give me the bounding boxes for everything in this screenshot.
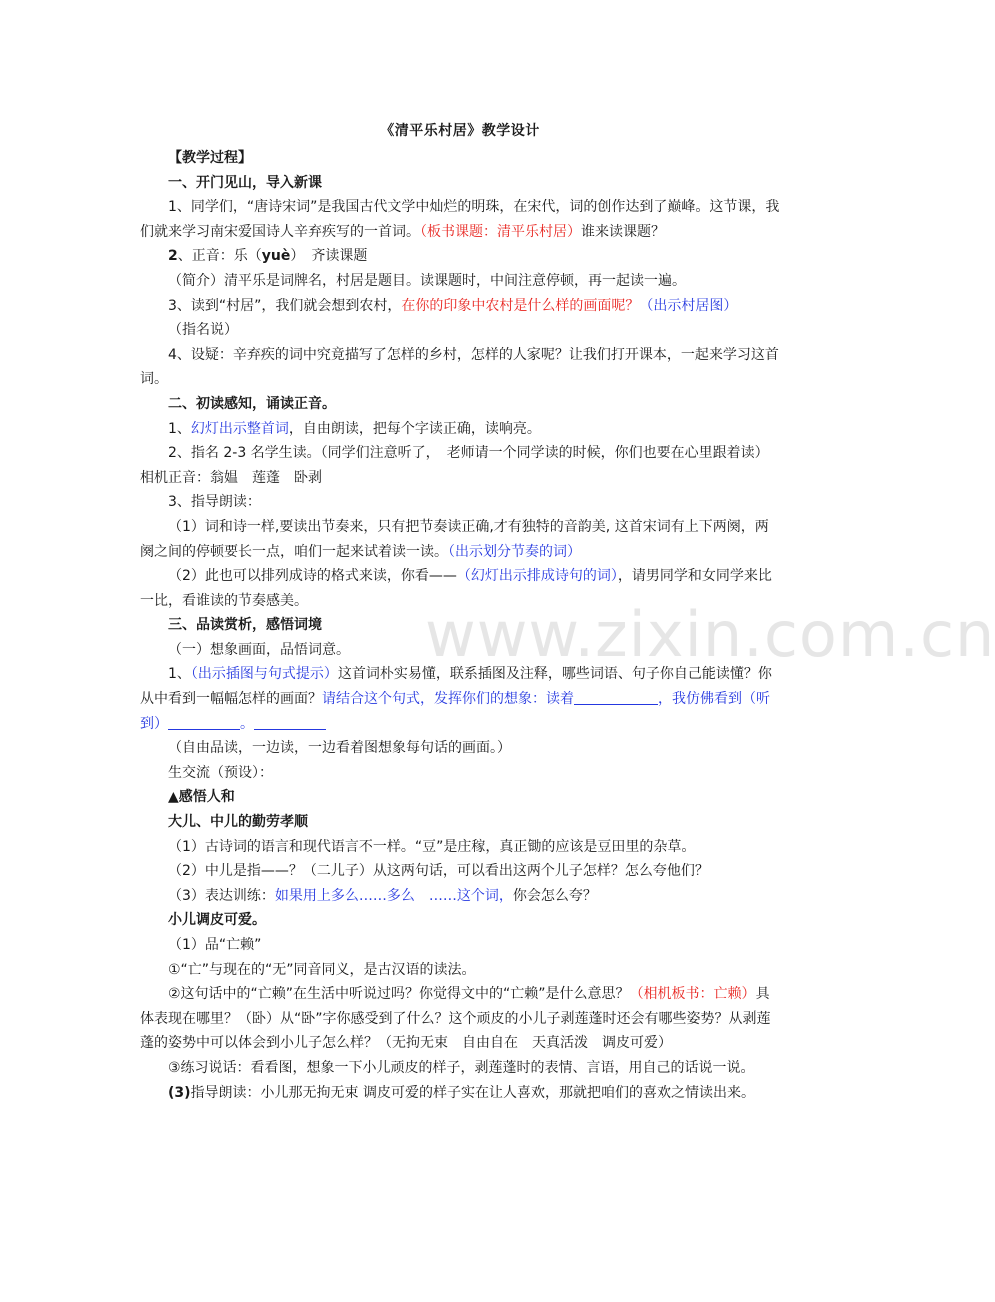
text: 你会怎么夸？	[512, 887, 597, 904]
heading-part-2: 二、初读感知，诵读正音。	[168, 395, 336, 412]
paragraph: （指名说）	[168, 322, 238, 339]
paragraph: （2）中儿是指——？（二儿子）从这两句话，可以看出这两个儿子怎样？怎么夸他们？	[168, 863, 709, 880]
paragraph	[140, 564, 780, 613]
paragraph: 2、指名 2-3 名学生读。（同学们注意听了， 老师请一个同学读的时候，你们也要在心里跟着读）相机正音：翁媪 莲蓬 卧剥	[140, 445, 769, 486]
sentence-prompt: ，我仿佛看到（听到）	[140, 691, 770, 732]
text: ②这句话中的“亡赖”在生活中听说过吗？你觉得文中的“亡赖”是什么意思？	[168, 986, 630, 1003]
paragraph: ③练习说话：看看图，想象一下小儿顽皮的样子，剥莲蓬时的表情、言语，用自己的话说一说。	[168, 1059, 755, 1076]
slide-note: （出示插图与句式提示）	[190, 666, 338, 683]
paragraph: （简介）清平乐是词牌名，村居是题目。读课题时，中间注意停顿，再一起读一遍。	[168, 272, 686, 289]
text: ） 齐读课题	[290, 248, 368, 265]
document-body	[140, 146, 780, 1105]
subheading: 小儿调皮可爱。	[168, 912, 266, 929]
text: 谁来读课题？	[581, 223, 665, 240]
sentence-prompt: 请结合这个句式，发挥你们的想象：读着	[322, 691, 574, 708]
text: 1、同学们，“唐诗宋词”是我国古代文学中灿烂的明珠，在宋代，词的创作达到了巅峰。这节课，我们就来学习南宋爱国诗人辛弃疾写的一首词。	[140, 199, 780, 240]
paragraph: （1）古诗词的语言和现代语言不一样。“豆”是庄稼，真正锄的应该是豆田里的杂草。	[168, 838, 696, 855]
paragraph: 3、指导朗读：	[168, 494, 261, 511]
text: 2	[168, 248, 178, 265]
subheading: ▲感悟人和	[168, 789, 235, 806]
text: 具体表现在哪里？（卧）从“卧”字你感受到了什么？这个顽皮的小儿子剥莲蓬时还会有哪些姿势？从剥莲蓬的姿势中可以体会到小儿子怎么样？（无拘无束 自由自在 天真活泼 调皮可爱）	[140, 986, 771, 1052]
heading-part-1: 一、开门见山，导入新课	[168, 174, 322, 191]
text: (3)	[168, 1084, 191, 1101]
paragraph: （自由品读，一边读，一边看着图想象每句话的画面。）	[168, 740, 511, 757]
board-note: （相机板书：亡赖）	[629, 986, 756, 1003]
paragraph: （1）品“亡赖”	[168, 937, 262, 953]
paragraph	[140, 195, 780, 244]
paragraph	[140, 244, 780, 269]
subheading: 大儿、中儿的勤劳孝顺	[168, 814, 308, 831]
paragraph: 生交流（预设）：	[168, 764, 273, 781]
heading-part-3: 三、品读赏析，感悟词境	[168, 617, 322, 634]
paragraph: （一）想象画面，品悟词意。	[168, 641, 350, 658]
paragraph	[140, 417, 780, 442]
paragraph	[140, 1081, 780, 1106]
slide-note: （出示划分节奏的词）	[448, 543, 581, 560]
watermark: www.zixin.com.cn	[425, 598, 995, 671]
text: ，自由朗读，把每个字读正确，读响亮。	[288, 420, 541, 437]
text: 这首词朴实易懂，联系插图及注释，哪些词语、句子你自己能读懂？你从中看到一幅幅怎样的画面？	[140, 666, 772, 708]
paragraph	[140, 294, 780, 319]
paragraph	[140, 515, 780, 564]
text: 1、	[168, 420, 191, 437]
text: 1、	[168, 666, 191, 683]
board-note: （板书课题：清平乐村居）	[420, 223, 581, 240]
paragraph: ①“亡”与现在的“无”同音同义，是古汉语的读法。	[168, 961, 476, 978]
paragraph	[140, 982, 780, 1056]
text: 、正音：乐（	[177, 248, 262, 265]
text: 指导朗读：小儿那无拘无束 调皮可爱的样子实在让人喜欢，那就把咱们的喜欢之情读出来。	[190, 1084, 755, 1101]
paragraph: 4、设疑：辛弃疾的词中究竟描写了怎样的乡村，怎样的人家呢？让我们打开课本，一起来学习这首词。	[140, 346, 779, 388]
fill-blank-3	[254, 715, 326, 730]
paragraph	[140, 662, 780, 736]
sentence-prompt: 如果用上多么……多么 ……这个词，	[274, 887, 513, 904]
paragraph	[140, 884, 780, 909]
text: （3）表达训练：	[168, 887, 275, 904]
text: 3、读到“村居”，我们就会想到农村，	[168, 297, 402, 314]
slide-note: 幻灯出示整首词	[190, 420, 289, 437]
fill-blank-2	[168, 715, 240, 730]
fill-blank-1	[574, 690, 658, 705]
sentence-prompt-end: 。	[240, 715, 254, 732]
document-title: 《清平乐村居》教学设计	[380, 123, 540, 139]
question-note: 在你的印象中农村是什么样的画面呢？	[401, 297, 640, 314]
pinyin: yuè	[261, 248, 291, 265]
slide-note: （出示村居图）	[639, 297, 738, 314]
text: ，请男同学和女同学来比一比，看谁读的节奏感美。	[140, 568, 772, 609]
section-label: 【教学过程】	[168, 150, 252, 166]
text: （1）词和诗一样,要读出节奏来，只有把节奏读正确,才有独特的音韵美, 这首宋词有上下两阕，两阕之间的停顿要长一点，咱们一起来试着读一读。	[140, 518, 769, 560]
slide-note: （幻灯出示排成诗句的词）	[456, 568, 618, 585]
text: （2）此也可以排列成诗的格式来读，你看——	[168, 568, 457, 585]
